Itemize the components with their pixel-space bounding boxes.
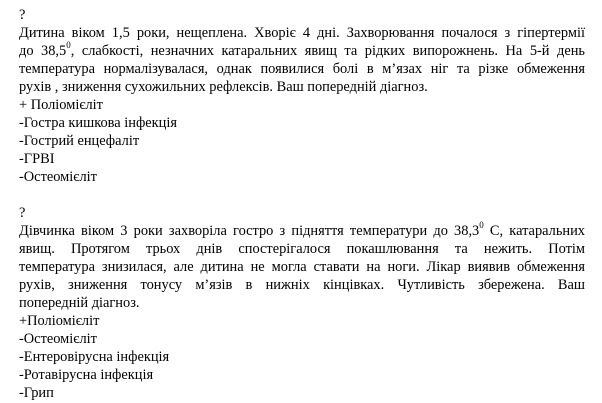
answer-option: -Остеомієліт [19,169,97,185]
answer-option: -Остеомієліт [19,331,97,347]
answer-option: -Гострий енцефаліт [19,133,140,149]
document-page [19,6,585,402]
spacer [19,186,585,204]
question-2-text [19,222,585,312]
question-2-line-1 [19,222,585,240]
question-2-line-1-rest: С, катаральних [483,223,585,239]
answer-option: + Поліомієліт [19,97,103,113]
question-2-line-3: температура знизилася, але дитина не могла ставати на ноги. Лікар виявив обмеження [19,259,585,275]
answer-option: +Поліомієліт [19,313,100,329]
degree-superscript: 0 [479,220,484,231]
question-1-temp: до 38,5 [19,43,67,59]
question-2-marker: ? [19,205,26,221]
answer-option: -Ентеровірусна інфекція [19,349,170,365]
question-2-line-2: явищ. Протягом трьох днів спостерігалося покашлювання та нежить. Потім [19,241,585,257]
question-2-line-4: рухів, зниження тонусу м’язів в нижніх кінцівках. Чутливість збережена. Ваш [19,277,585,293]
answer-option: -Ротавірусна інфекція [19,367,154,383]
question-1-line-3: температура нормалізувалася, однак появилися болі в м’язах ніг та різке обмеження [19,61,585,77]
question-2-line-5: попередній діагноз. [19,295,140,311]
question-2-options [19,312,585,402]
question-1-line-2-rest: , слабкості, незначних катаральних явищ та рідких випорожнень. На 5-й день [70,43,585,59]
question-1-line-2 [19,42,585,60]
answer-option: -Гостра кишкова інфекція [19,115,177,131]
question-1-line-1: Дитина віком 1,5 роки, нещеплена. Хворіє 4 дні. Захворювання почалося з гіпертермії [19,25,585,41]
question-2-line-1-start: Дівчинка віком 3 роки захворіла гостро з підняття температури до 38,3 [19,223,480,239]
answer-option: -Грип [19,385,54,401]
question-1-text [19,24,585,96]
answer-option: -ГРВІ [19,151,55,167]
degree-superscript: 0 [66,40,71,51]
question-1-options [19,96,585,186]
question-1-line-4: рухів , зниження сухожильних рефлексів. Ваш попередній діагноз. [19,79,428,95]
question-1-marker: ? [19,7,26,23]
